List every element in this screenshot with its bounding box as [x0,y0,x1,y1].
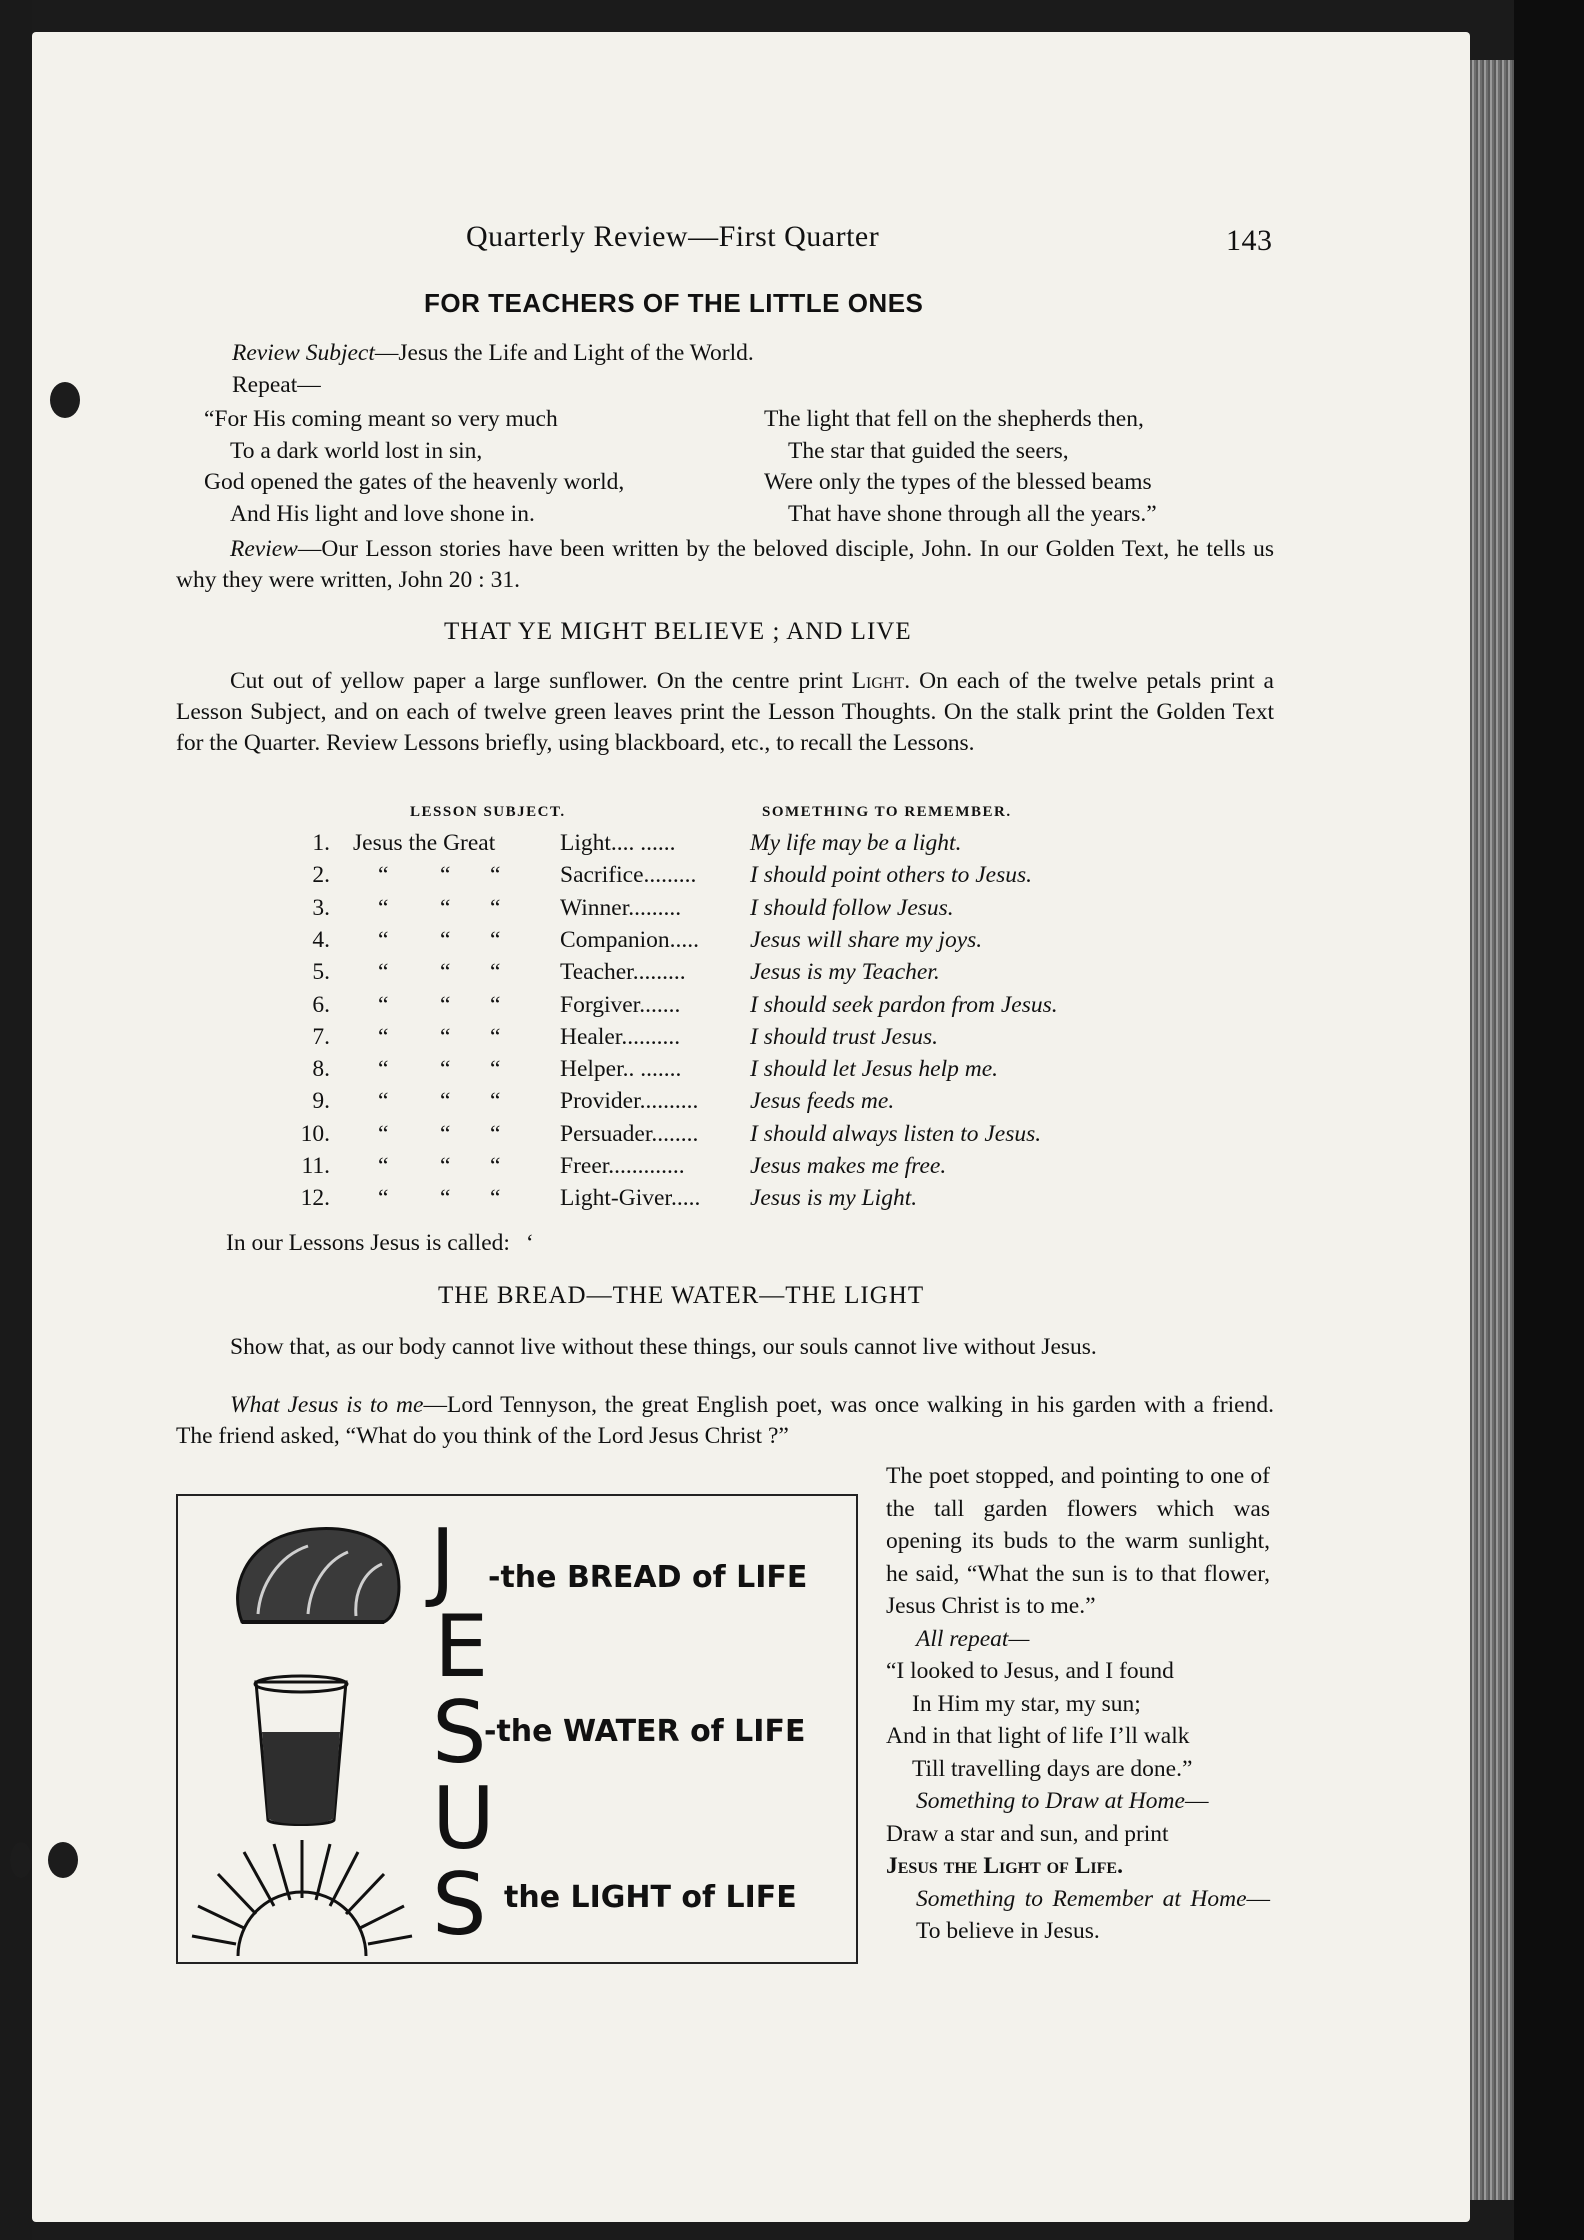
lesson-remember: Jesus makes me free. [750,1153,947,1179]
ditto-mark: “ [440,991,451,1018]
called-line: In our Lessons Jesus is called: ‘ [226,1230,534,1256]
ditto-mark: “ [378,1185,389,1212]
ditto-mark: “ [378,1023,389,1050]
right-column: The poet stopped, and pointing to one of the tall garden flowers which was opening its buds to the warm sunlight, he said, “What the sun is to that flower, Jesus Christ is to me.” All repeat— “I looked to Jesus, and I found In Him my star, my sun; And in that light of life I’ll walk Till travelling days are done.” Something to Draw at Home— Draw a star and sun, and print Jesus the Light of Life. Something to Remember at Home—To believe in Jesus. [886,1460,1270,1948]
ditto-mark: “ [378,959,389,986]
ditto-mark: “ [378,894,389,921]
ditto-mark: “ [440,1185,451,1212]
ditto-mark: “ [490,991,501,1018]
ditto-mark: “ [490,1185,501,1212]
lesson-remember: I should always listen to Jesus. [750,1120,1042,1147]
lesson-row [290,927,1150,959]
water-caption: -the WATER of LIFE [484,1714,806,1749]
verse-line: Till travelling days are done.” [912,1755,1193,1782]
draw-label: Something to Draw at Home [916,1788,1185,1814]
lesson-remember: I should seek pardon from Jesus. [750,991,1058,1018]
lesson-row [290,895,1150,927]
lesson-number: 5. [312,959,330,986]
lesson-remember: I should follow Jesus. [750,894,954,921]
letter-u: U [432,1769,495,1869]
col-header-remember: SOMETHING TO REMEMBER. [762,804,1012,820]
lesson-row [290,959,1150,991]
lesson-row [290,1088,1150,1120]
verse-line: “I looked to Jesus, and I found [886,1658,1174,1684]
remember-label: Something to Remember at Home [916,1885,1247,1912]
poem-right [764,404,1157,530]
book-spine [1514,0,1584,2240]
lesson-number: 10. [300,1120,330,1147]
ditto-mark: “ [440,1056,451,1083]
letter-s: S [432,1683,487,1783]
poem-line: Were only the types of the blessed beams [764,469,1152,495]
letter-s: S [432,1855,487,1955]
ditto-mark: “ [490,1023,501,1050]
section-heading: THE BREAD—THE WATER—THE LIGHT [438,1282,925,1309]
poem-left [204,404,624,530]
review-label: Review [230,536,298,562]
lesson-row [290,1185,1150,1217]
lesson-row [290,992,1150,1024]
lesson-title: Sacrifice......... [560,862,697,889]
review-subject-label: Review Subject [232,340,375,366]
ditto-mark: “ [490,1153,501,1179]
lesson-title: Persuader........ [560,1120,699,1147]
lesson-row [290,1024,1150,1056]
ditto-mark: “ [440,862,451,889]
lesson-row [290,1121,1150,1153]
lesson-title: Freer............. [560,1153,685,1179]
tennyson-paragraph: What Jesus is to me—Lord Tennyson, the great English poet, was once walking in his garden with a friend. The friend asked, “What do you think of the Lord Jesus Christ ?” [176,1392,1274,1449]
ditto-mark: “ [490,959,501,986]
ditto-mark: “ [440,1023,451,1050]
lesson-title: Provider.......... [560,1088,699,1115]
punch-hole [48,1842,78,1878]
lesson-remember: My life may be a light. [750,830,962,856]
lesson-row [290,1153,1150,1185]
sun-icon [192,1840,412,1956]
ditto-mark: “ [378,991,389,1018]
lesson-number: 9. [312,1088,330,1115]
lesson-title: Light.... ...... [560,830,676,856]
review-subject-text: —Jesus the Life and Light of the World. [374,340,754,366]
ditto-mark: “ [378,1056,389,1083]
lesson-title: Winner......... [560,894,682,921]
lesson-remember: Jesus feeds me. [750,1088,895,1115]
ditto-mark: “ [378,862,389,889]
punch-hole [50,382,80,418]
section-heading: THAT YE MIGHT BELIEVE ; AND LIVE [444,618,912,645]
lesson-number: 7. [312,1023,330,1050]
light-word: Light [851,668,905,694]
remember-text: —To believe in Jesus. [916,1885,1270,1944]
page-edges [1470,60,1514,2200]
verse-line: And in that light of life I’ll walk [886,1723,1190,1749]
poem-line: The light that fell on the shepherds then, [764,406,1144,432]
lesson-title: Light-Giver..... [560,1185,701,1212]
letter-j: J [430,1511,456,1611]
lesson-row [290,1056,1150,1088]
lesson-row [290,862,1150,894]
ditto-mark: “ [378,1153,389,1179]
lesson-title: Forgiver....... [560,991,681,1018]
draw-caps: Jesus the Light of Life. [886,1853,1123,1879]
lesson-number: 1. [312,830,330,856]
poem-line: To a dark world lost in sin, [230,437,483,464]
repeat-label: Repeat— [232,372,321,398]
lesson-remember: I should point others to Jesus. [750,862,1032,889]
ditto-mark: “ [440,926,451,953]
what-label: What Jesus is to me [230,1392,424,1418]
book-left-margin [0,0,32,2240]
section-heading: FOR TEACHERS OF THE LITTLE ONES [424,288,924,318]
lesson-remember: Jesus is my Light. [750,1185,918,1212]
verse-line: In Him my star, my sun; [912,1690,1141,1717]
ditto-mark: “ [440,894,451,921]
poem-line: The star that guided the seers, [788,437,1069,464]
light-caption: the LIGHT of LIFE [504,1880,797,1915]
show-paragraph: Show that, as our body cannot live without these things, our souls cannot live without Jesus. [230,1334,1097,1360]
ditto-mark: “ [378,926,389,953]
ditto-mark: “ [490,894,501,921]
col-header-subject: LESSON SUBJECT. [410,804,566,820]
sunflower-instructions: Cut out of yellow paper a large sunflower. On the centre print Light. On each of the twelve petals print a Lesson Subject, and on each of twelve green leaves print the Lesson Thoughts. On the stalk print the Golden Text for the Quarter. Review Lessons briefly, using blackboard, etc., to recall the Lessons. [176,668,1274,756]
ditto-mark: “ [490,1120,501,1147]
ditto-mark: “ [440,1088,451,1115]
bread-caption: -the BREAD of LIFE [488,1560,808,1595]
draw-text: Draw a star and sun, and print [886,1820,1169,1847]
ditto-mark: “ [378,1120,389,1147]
ditto-mark: “ [440,959,451,986]
jesus-illustration [176,1494,858,1964]
poet-paragraph: The poet stopped, and pointing to one of the tall garden flowers which was opening its buds to the warm sunlight, he said, “What the sun is to that flower, Jesus Christ is to me.” [886,1463,1270,1619]
lesson-number: 6. [312,991,330,1018]
lesson-number: 3. [312,894,330,921]
ditto-mark: “ [490,862,501,889]
review-text: —Our Lesson stories have been written by the beloved disciple, John. In our Golden Text, he tells us why they were written, John 20 : 31. [176,536,1274,593]
lesson-remember: Jesus is my Teacher. [750,959,940,986]
poem-line: That have shone through all the years.” [788,500,1157,527]
poem-line: And His light and love shone in. [230,500,535,527]
lesson-remember: I should let Jesus help me. [750,1056,999,1083]
poem-line: “For His coming meant so very much [204,406,558,432]
lesson-number: 8. [312,1056,330,1083]
review-subject-line [232,338,754,369]
review-paragraph [176,534,1274,596]
lesson-number: 2. [312,862,330,889]
page-number: 143 [1226,224,1273,257]
lesson-row [290,830,1150,862]
poem-line: God opened the gates of the heavenly world, [204,469,625,495]
lesson-title: Healer.......... [560,1023,681,1050]
ditto-mark: “ [440,1153,451,1179]
punch-hole [10,1842,32,1878]
glass-icon [255,1676,347,1825]
all-repeat: All repeat— [916,1625,1030,1652]
ditto-mark: “ [490,1056,501,1083]
ditto-mark: “ [490,926,501,953]
ditto-mark: “ [440,1120,451,1147]
lesson-number: 12. [300,1185,330,1212]
lesson-title: Teacher......... [560,959,686,986]
running-title: Quarterly Review—First Quarter [466,220,880,253]
lesson-remember: I should trust Jesus. [750,1023,938,1050]
lesson-title: Helper.. ....... [560,1056,682,1083]
lesson-remember: Jesus will share my joys. [750,926,983,953]
lesson-title: Companion..... [560,926,700,953]
lesson-number: 11. [301,1153,330,1179]
letter-e: E [434,1597,489,1697]
ditto-mark: “ [378,1088,389,1115]
bread-icon [238,1529,399,1622]
ditto-mark: “ [490,1088,501,1115]
lesson-number: 4. [312,926,330,953]
lesson-prefix: Jesus the Great [353,830,496,856]
